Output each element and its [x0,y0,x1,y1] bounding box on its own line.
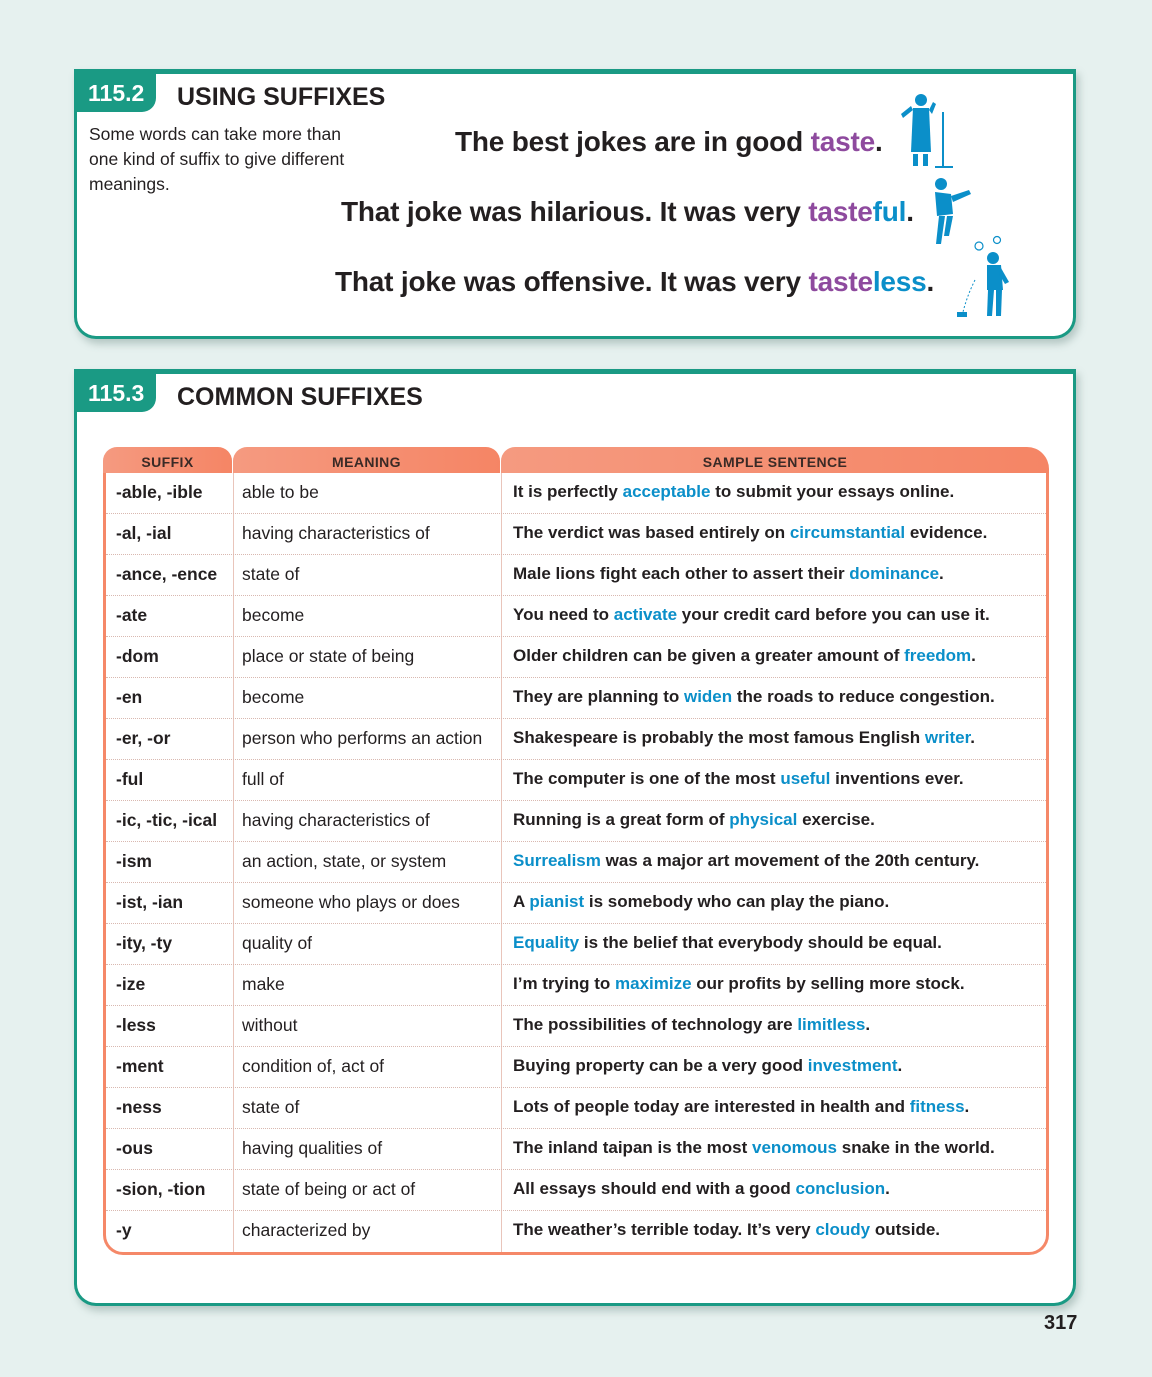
suffix-cell: -ism [116,851,152,871]
sentence-text: is somebody who can play the piano. [584,892,890,911]
suffix-cell: -en [116,687,143,707]
sentence-text: . [865,1015,871,1034]
meaning-cell: condition of, act of [242,1056,385,1076]
table-row [106,1088,1046,1129]
meaning-cell: quality of [242,933,313,953]
meaning-cell: place or state of being [242,646,415,666]
meaning-cell: become [242,687,305,707]
comedian-icon [899,92,955,172]
sentence-text: your credit card before you can use it. [677,605,990,624]
sentence-text: I’m trying to [513,974,615,993]
section-number: 115.3 [74,372,156,412]
table-body [103,473,1049,1255]
column-header-meaning: MEANING [233,447,500,477]
highlighted-word: venomous [751,1138,838,1157]
sentence-text: inventions ever. [830,769,964,788]
highlighted-word: widen [683,687,733,706]
meaning-cell: make [242,974,285,994]
table-row [106,883,1046,924]
sample-sentence-cell [513,596,1043,637]
sentence-text: Lots of people today are interested in health and [513,1097,910,1116]
suffix-cell: -ness [116,1097,162,1117]
meaning-cell: an action, state, or system [242,851,447,871]
suffix-cell: -ity, -ty [116,933,173,953]
meaning-cell: having characteristics of [242,523,430,543]
suffix-cell: -ful [116,769,144,789]
sentence-text: Shakespeare is probably the most famous English [513,728,925,747]
sentence-text: They are planning to [513,687,684,706]
suffix-cell: -sion, -tion [116,1179,206,1199]
meaning-cell: characterized by [242,1220,371,1240]
example-punctuation: . [906,196,914,227]
highlighted-word: investment [807,1056,898,1075]
sentence-text: snake in the world. [837,1138,995,1157]
sentence-text: our profits by selling more stock. [691,974,965,993]
sentence-text: was a major art movement of the 20th century. [600,851,980,870]
highlighted-word: writer [924,728,971,747]
sample-sentence-cell [513,842,1043,883]
example-suffix: less [872,266,927,297]
highlighted-word: useful [780,769,831,788]
sentence-text: outside. [870,1220,941,1239]
highlighted-word: limitless [797,1015,866,1034]
table-row [106,965,1046,1006]
highlighted-word: Equality [513,933,580,952]
table-row [106,1129,1046,1170]
suffix-cell: -er, -or [116,728,171,748]
meaning-cell: without [242,1015,298,1035]
sentence-text: . [885,1179,890,1198]
section-intro: Some words can take more than one kind of suffix to give different meanings. [89,124,345,194]
highlighted-word: acceptable [622,482,711,501]
meaning-cell: having characteristics of [242,810,430,830]
highlighted-word: dominance [849,564,940,583]
sample-sentence-cell [513,760,1043,801]
sentence-text: The weather’s terrible today. It’s very [513,1220,816,1239]
table-row [106,924,1046,965]
column-header-suffix: SUFFIX [103,447,232,477]
table-row [106,1211,1046,1252]
using-suffixes-panel [74,69,1076,339]
sentence-text: The computer is one of the most [513,769,781,788]
sample-sentence-cell [513,883,1043,924]
example-root-word: taste [808,196,873,227]
sample-sentence-cell [513,637,1043,678]
highlighted-word: conclusion [795,1179,886,1198]
suffix-cell: -ate [116,605,148,625]
highlighted-word: physical [729,810,798,829]
suffix-cell: -able, -ible [116,482,203,502]
page-number: 317 [1044,1312,1078,1334]
meaning-cell: full of [242,769,284,789]
table-row [106,555,1046,596]
highlighted-word: fitness [909,1097,965,1116]
sentence-text: It is perfectly [513,482,623,501]
example-root-word: taste [810,126,875,157]
sentence-text: . [964,1097,970,1116]
example-text: That joke was offensive. It was very [335,266,809,297]
section-number: 115.2 [74,72,156,112]
suffix-cell: -ic, -tic, -ical [116,810,218,830]
sentence-text: to submit your essays online. [710,482,955,501]
table-row [106,719,1046,760]
example-text: The best jokes are in good [455,126,811,157]
meaning-cell: state of [242,1097,300,1117]
meaning-cell: person who performs an action [242,728,483,748]
highlighted-word: circumstantial [789,523,906,542]
sentence-text: The verdict was based entirely on [513,523,790,542]
sample-sentence-cell [513,1006,1043,1047]
sentence-text: Buying property can be a very good [513,1056,808,1075]
meaning-cell: state of [242,564,300,584]
suffix-cell: -ance, -ence [116,564,218,584]
suffix-cell: -dom [116,646,159,666]
column-header-sample-sentence: SAMPLE SENTENCE [501,447,1049,477]
sentence-text: the roads to reduce congestion. [732,687,995,706]
suffix-cell: -ize [116,974,146,994]
sample-sentence-cell [513,965,1043,1006]
example-punctuation: . [874,126,883,157]
example-sentence [335,266,934,298]
suffix-cell: -ment [116,1056,164,1076]
highlighted-word: activate [613,605,678,624]
meaning-cell: someone who plays or does [242,892,460,912]
sample-sentence-cell [513,719,1043,760]
meaning-cell: become [242,605,305,625]
sentence-text: Older children can be given a greater amount of [513,646,905,665]
sample-sentence-cell [513,924,1043,965]
example-suffix: ful [872,196,907,227]
suffix-cell: -ist, -ian [116,892,184,912]
example-sentence [341,196,914,228]
sentence-text: You need to [513,605,614,624]
highlighted-word: Surrealism [513,851,601,870]
highlighted-word: freedom [904,646,972,665]
suffix-cell: -ous [116,1138,153,1158]
table-row [106,1006,1046,1047]
sample-sentence-cell [513,514,1043,555]
highlighted-word: cloudy [815,1220,871,1239]
meaning-cell: state of being or act of [242,1179,416,1199]
suffix-cell: -less [116,1015,156,1035]
sample-sentence-cell [513,473,1043,514]
table-row [106,678,1046,719]
sentence-text: exercise. [797,810,875,829]
sentence-text: . [970,728,975,747]
example-punctuation: . [926,266,935,297]
table-row [106,801,1046,842]
joke-examples [77,74,1073,336]
sample-sentence-cell [513,678,1043,719]
sentence-text: All essays should end with a good [513,1179,796,1198]
sample-sentence-cell [513,1047,1043,1088]
table-row [106,842,1046,883]
sample-sentence-cell [513,555,1043,596]
sentence-text: Male lions fight each other to assert their [513,564,850,583]
table-row [106,1047,1046,1088]
sentence-text: is the belief that everybody should be equal. [579,933,942,952]
sample-sentence-cell [513,801,1043,842]
sentence-text: . [939,564,944,583]
section-title: COMMON SUFFIXES [177,383,423,411]
sentence-text: . [897,1056,903,1075]
sentence-text: The inland taipan is the most [513,1138,752,1157]
table-row [106,637,1046,678]
suffix-cell: -y [116,1220,132,1240]
table-row [106,596,1046,637]
sentence-text: . [971,646,976,665]
example-text: That joke was hilarious. It was very [341,196,809,227]
sample-sentence-cell [513,1129,1043,1170]
common-suffixes-panel [74,369,1076,1306]
suffix-table [103,447,1049,1255]
meaning-cell: able to be [242,482,319,502]
sentence-text: Running is a great form of [513,810,730,829]
table-row [106,760,1046,801]
suffix-cell: -al, -ial [116,523,172,543]
section-title: USING SUFFIXES [177,83,386,111]
sentence-text: The possibilities of technology are [513,1015,798,1034]
sentence-text: A [513,892,530,911]
meaning-cell: having qualities of [242,1138,383,1158]
sentence-text: evidence. [905,523,988,542]
sample-sentence-cell [513,1170,1043,1211]
example-sentence [455,126,883,158]
highlighted-word: pianist [529,892,585,911]
angry-person-icon [949,234,1019,320]
sample-sentence-cell [513,1088,1043,1129]
table-row [106,1170,1046,1211]
table-row [106,473,1046,514]
highlighted-word: maximize [615,974,692,993]
example-root-word: taste [808,266,873,297]
table-row [106,514,1046,555]
sample-sentence-cell [513,1211,1043,1252]
